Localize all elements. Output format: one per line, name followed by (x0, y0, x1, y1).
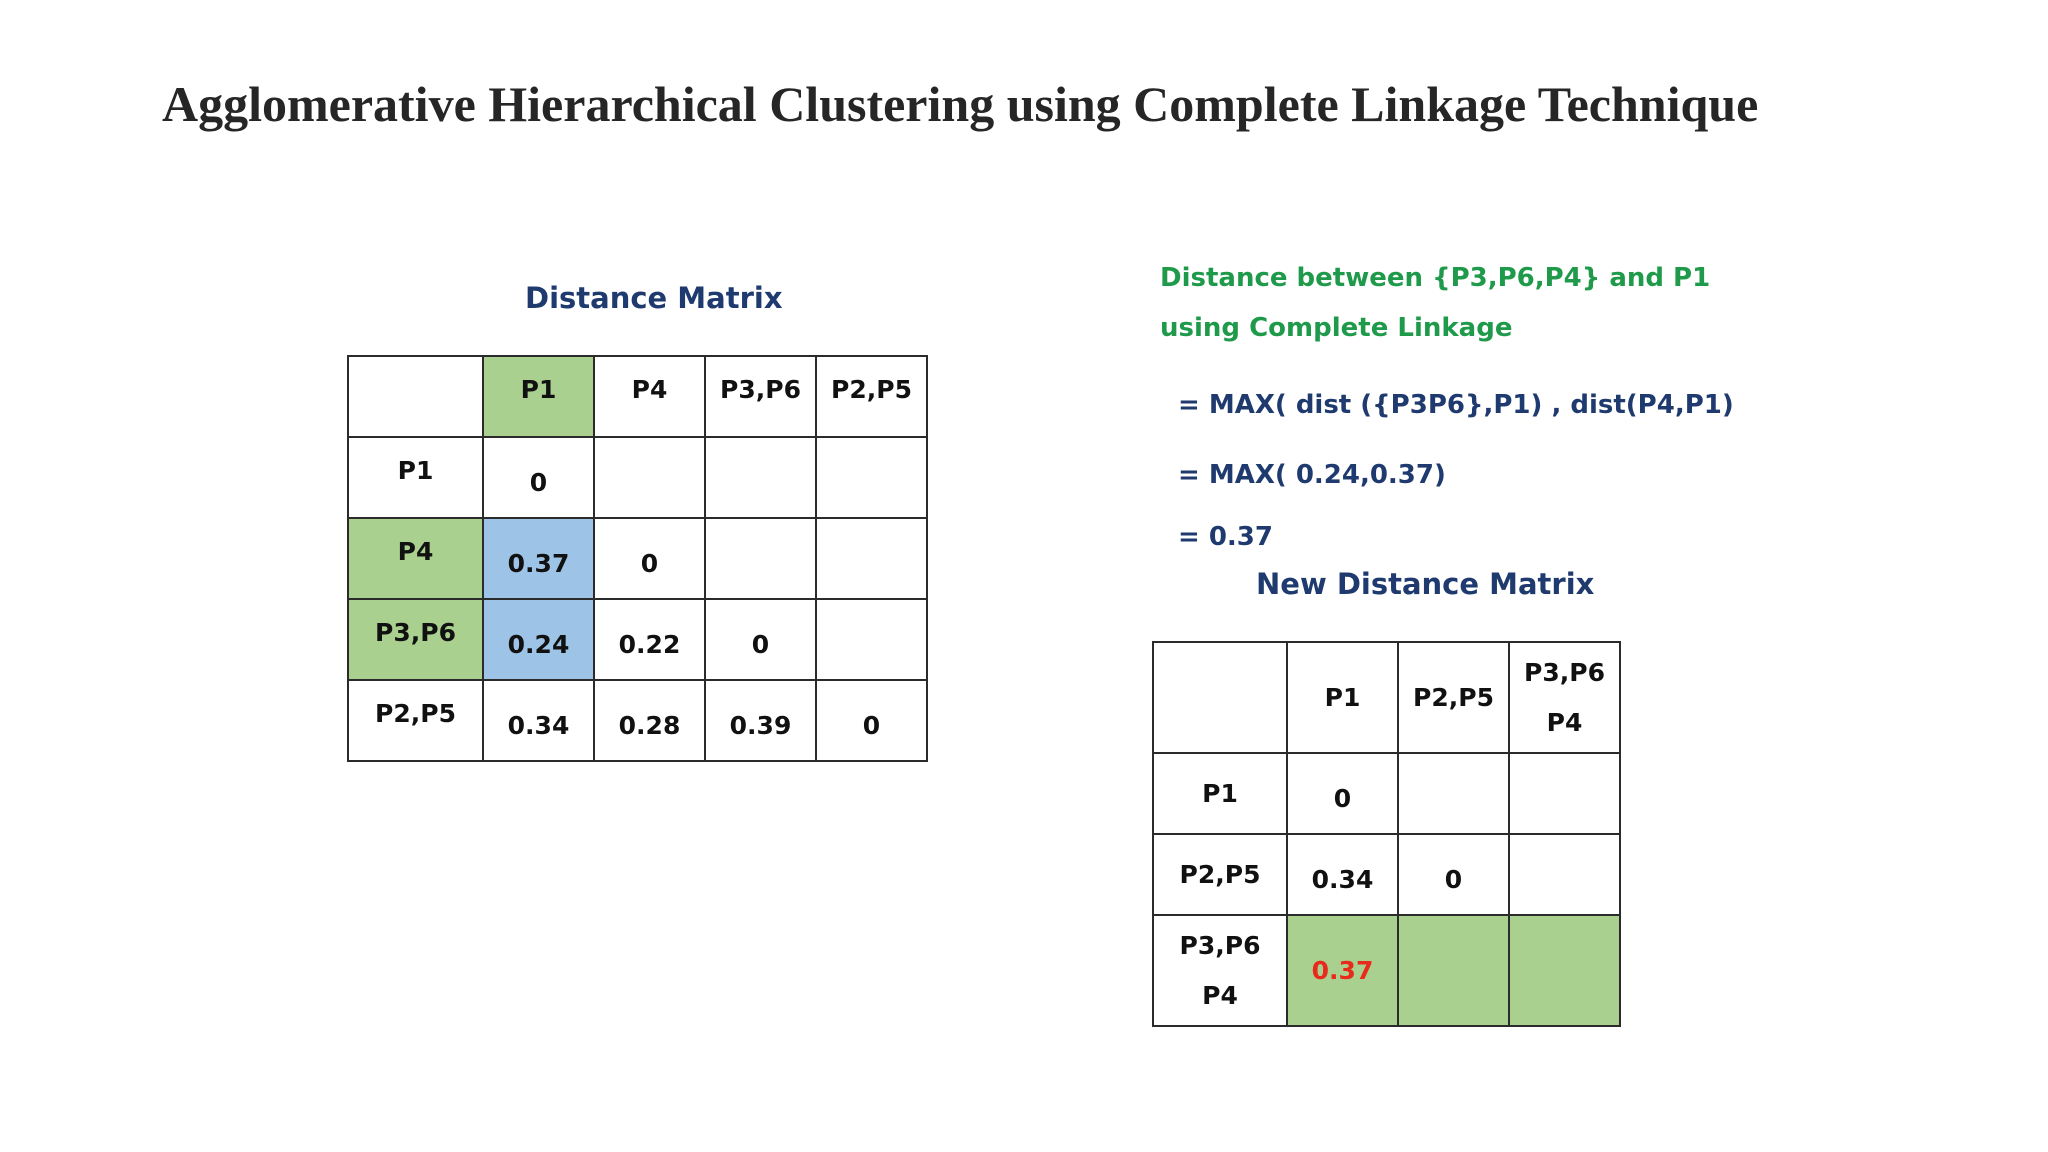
distance-matrix-cell (705, 518, 816, 599)
distance-matrix-cell: 0.24 (483, 599, 594, 680)
new-distance-matrix-row (1153, 753, 1620, 834)
distance-matrix-row-header: P2,P5 (348, 680, 483, 761)
new-distance-matrix-row-header (1153, 915, 1287, 1026)
distance-matrix-cell: 0 (483, 437, 594, 518)
row-header-line-1: P3,P6 (1179, 930, 1261, 960)
linkage-step-max-values: = MAX( 0.24,0.37) (1178, 460, 1446, 490)
distance-matrix-header-row (348, 356, 927, 437)
distance-matrix-row (348, 437, 927, 518)
distance-matrix-corner-cell (348, 356, 483, 437)
col-header-line-2: P4 (1546, 707, 1583, 737)
col-header-line-1: P2,P5 (1413, 682, 1494, 712)
new-distance-matrix-cell (1398, 753, 1509, 834)
row-header-line-1: P1 (1202, 779, 1238, 808)
new-distance-matrix-title: New Distance Matrix (1256, 567, 1595, 601)
new-distance-matrix-row-header (1153, 753, 1287, 834)
new-distance-matrix-cell: 0.34 (1287, 834, 1398, 915)
new-distance-matrix-header-row (1153, 642, 1620, 753)
new-distance-matrix-cell (1509, 753, 1620, 834)
new-distance-matrix-cell (1509, 915, 1620, 1026)
distance-matrix-cell: 0.34 (483, 680, 594, 761)
new-distance-matrix-col-header (1398, 642, 1509, 753)
new-distance-matrix-cell: 0 (1398, 834, 1509, 915)
distance-matrix-col-header: P3,P6 (705, 356, 816, 437)
distance-matrix-cell: 0.39 (705, 680, 816, 761)
linkage-step-result: = 0.37 (1178, 522, 1273, 552)
distance-matrix-row-header: P1 (348, 437, 483, 518)
distance-matrix-row (348, 518, 927, 599)
distance-matrix-cell: 0 (594, 518, 705, 599)
distance-matrix-cell (594, 437, 705, 518)
distance-matrix-cell: 0 (816, 680, 927, 761)
distance-matrix-row-header: P3,P6 (348, 599, 483, 680)
distance-matrix-cell (816, 437, 927, 518)
row-header-line-2: P4 (1202, 980, 1238, 1010)
row-header-line-1: P2,P5 (1179, 860, 1261, 889)
distance-matrix-col-header: P4 (594, 356, 705, 437)
new-distance-matrix-cell: 0 (1287, 753, 1398, 834)
col-header-line-1: P1 (1324, 682, 1361, 712)
distance-matrix-cell: 0.37 (483, 518, 594, 599)
distance-matrix-cell (705, 437, 816, 518)
new-distance-matrix-row (1153, 834, 1620, 915)
new-distance-matrix-cell (1398, 915, 1509, 1026)
distance-matrix-title: Distance Matrix (525, 281, 783, 315)
distance-matrix-row (348, 680, 927, 761)
distance-matrix-cell: 0.22 (594, 599, 705, 680)
new-distance-matrix-table (1152, 641, 1621, 1027)
new-distance-matrix-row (1153, 915, 1620, 1026)
slide-title: Agglomerative Hierarchical Clustering using Complete Linkage Technique (162, 76, 1759, 132)
linkage-heading-line-1: Distance between {P3,P6,P4} and P1 (1160, 263, 1711, 293)
distance-matrix-table (347, 355, 928, 762)
new-distance-matrix-cell (1509, 834, 1620, 915)
distance-matrix-cell: 0.28 (594, 680, 705, 761)
distance-matrix-row (348, 599, 927, 680)
distance-matrix-row-header: P4 (348, 518, 483, 599)
new-distance-matrix-col-header (1287, 642, 1398, 753)
new-distance-matrix-row-header (1153, 834, 1287, 915)
distance-matrix-cell: 0 (705, 599, 816, 680)
col-header-line-1: P3,P6 (1524, 657, 1605, 687)
linkage-heading-line-2: using Complete Linkage (1160, 313, 1513, 343)
distance-matrix-cell (816, 518, 927, 599)
distance-matrix-col-header: P1 (483, 356, 594, 437)
new-distance-matrix-result-cell: 0.37 (1287, 915, 1398, 1026)
linkage-step-max-expression: = MAX( dist ({P3P6},P1) , dist(P4,P1) (1178, 390, 1734, 420)
distance-matrix-cell (816, 599, 927, 680)
new-distance-matrix-col-header (1509, 642, 1620, 753)
distance-matrix-col-header: P2,P5 (816, 356, 927, 437)
new-distance-matrix-corner-cell (1153, 642, 1287, 753)
